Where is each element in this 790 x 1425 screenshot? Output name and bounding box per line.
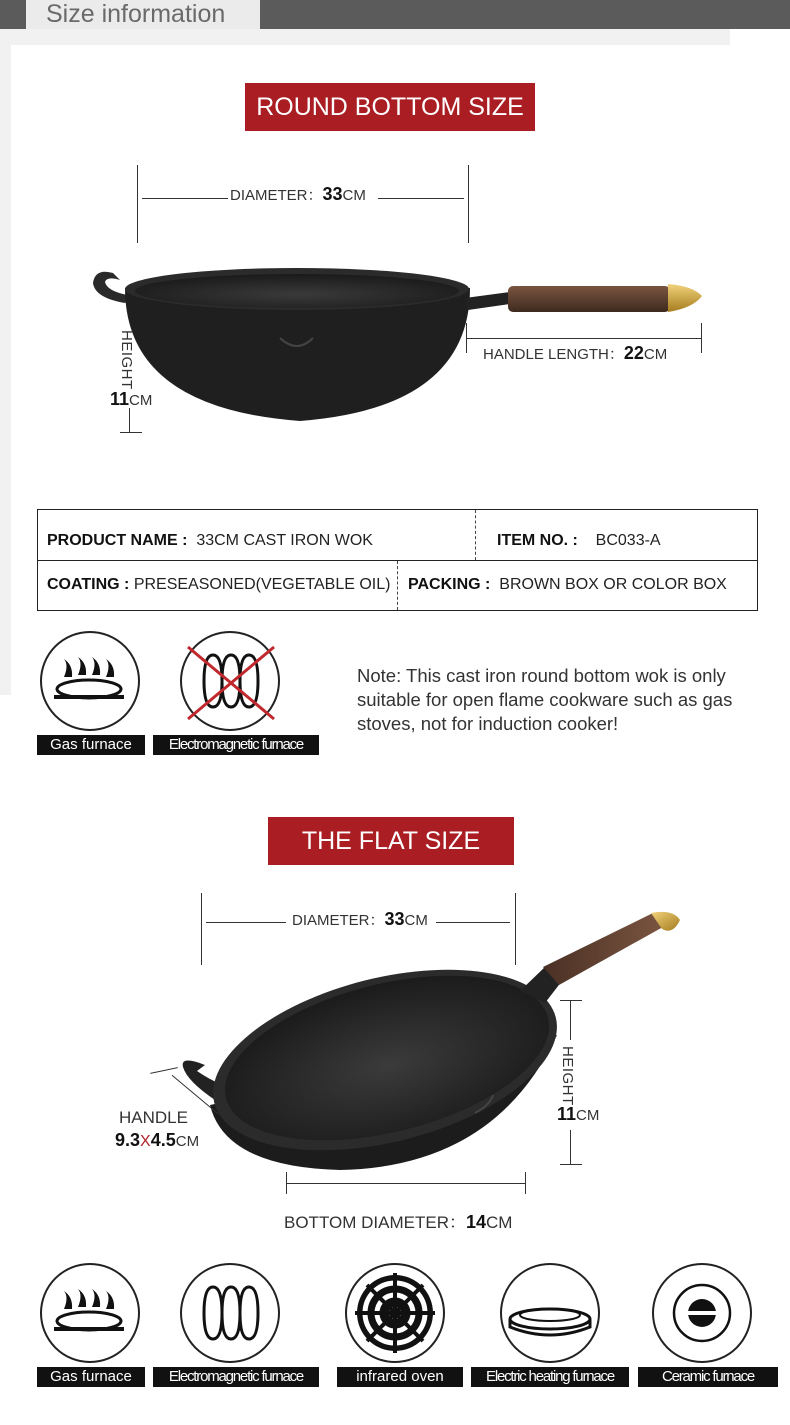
diameter-tick-left — [137, 165, 138, 243]
flat-height-line-bottom — [570, 1130, 571, 1164]
product-name-cell: PRODUCT NAME : 33CM CAST IRON WOK — [47, 532, 373, 549]
flat-height-tick-top — [560, 1000, 582, 1001]
bottom-diameter-label: BOTTOM DIAMETER：14CM — [284, 1212, 513, 1232]
item-no-cell: ITEM NO. : BC033-A — [497, 532, 661, 549]
compatibility-note: Note: This cast iron round bottom wok is only suitable for open flame cookware such as gas stoves, not for induction cooker! — [357, 665, 733, 734]
induction-coil-crossed-icon — [180, 631, 280, 731]
flat-wok-image — [175, 905, 685, 1175]
electric-heating-furnace-label: Electric heating furnace — [471, 1367, 629, 1387]
electric-plate-icon — [500, 1263, 600, 1363]
infrared-oven-label: infrared oven — [337, 1367, 463, 1387]
bottom-diameter-line — [286, 1183, 526, 1184]
spec-col-divider-1 — [475, 510, 476, 560]
gas-burner-icon — [40, 631, 140, 731]
round-height-tick-bottom — [120, 432, 142, 433]
diameter-tick-right — [468, 165, 469, 243]
infrared-grid-icon — [345, 1263, 445, 1363]
gas-furnace-label: Gas furnace — [37, 1367, 145, 1387]
flat-height-label: HEIGHT — [559, 1046, 576, 1106]
flat-height-value: 11CM — [557, 1104, 600, 1124]
round-diameter-label: DIAMETER：33CM — [230, 184, 366, 204]
section-title: Size information — [46, 0, 226, 28]
flat-handle-label: HANDLE — [119, 1108, 188, 1127]
flat-diameter-label: DIAMETER：33CM — [292, 909, 428, 929]
spec-col-divider-2 — [397, 561, 398, 610]
flat-height-tick-bottom — [560, 1164, 582, 1165]
electromagnetic-furnace-label: Electromagnetic furnace — [153, 1367, 319, 1387]
ceramic-hob-icon — [652, 1263, 752, 1363]
diameter-line-right — [378, 198, 464, 199]
gas-furnace-label: Gas furnace — [37, 735, 145, 755]
flat-handle-tick-top — [150, 1067, 178, 1074]
coating-cell: COATING : PRESEASONED(VEGETABLE OIL) — [47, 576, 391, 593]
handle-length-line — [466, 338, 702, 339]
flat-handle-value: 9.3X4.5CM — [115, 1130, 200, 1150]
electromagnetic-furnace-label: Electromagnetic furnace — [153, 735, 319, 755]
round-height-line — [129, 408, 130, 432]
handle-length-label: HANDLE LENGTH：22CM — [483, 343, 668, 363]
round-bottom-banner: ROUND BOTTOM SIZE — [245, 83, 535, 131]
round-height-value: 11CM — [110, 389, 153, 409]
spec-table — [37, 509, 758, 611]
header-shadow — [0, 29, 730, 45]
packing-cell: PACKING : BROWN BOX OR COLOR BOX — [408, 576, 727, 593]
induction-coil-icon — [180, 1263, 280, 1363]
gas-burner-icon — [40, 1263, 140, 1363]
diameter-line-left — [142, 198, 228, 199]
ceramic-furnace-label: Ceramic furnace — [638, 1367, 778, 1387]
round-height-label: HEIGHT — [118, 330, 135, 390]
flat-height-line-top — [570, 1000, 571, 1040]
side-shadow — [0, 45, 11, 695]
flat-size-banner: THE FLAT SIZE — [268, 817, 514, 865]
